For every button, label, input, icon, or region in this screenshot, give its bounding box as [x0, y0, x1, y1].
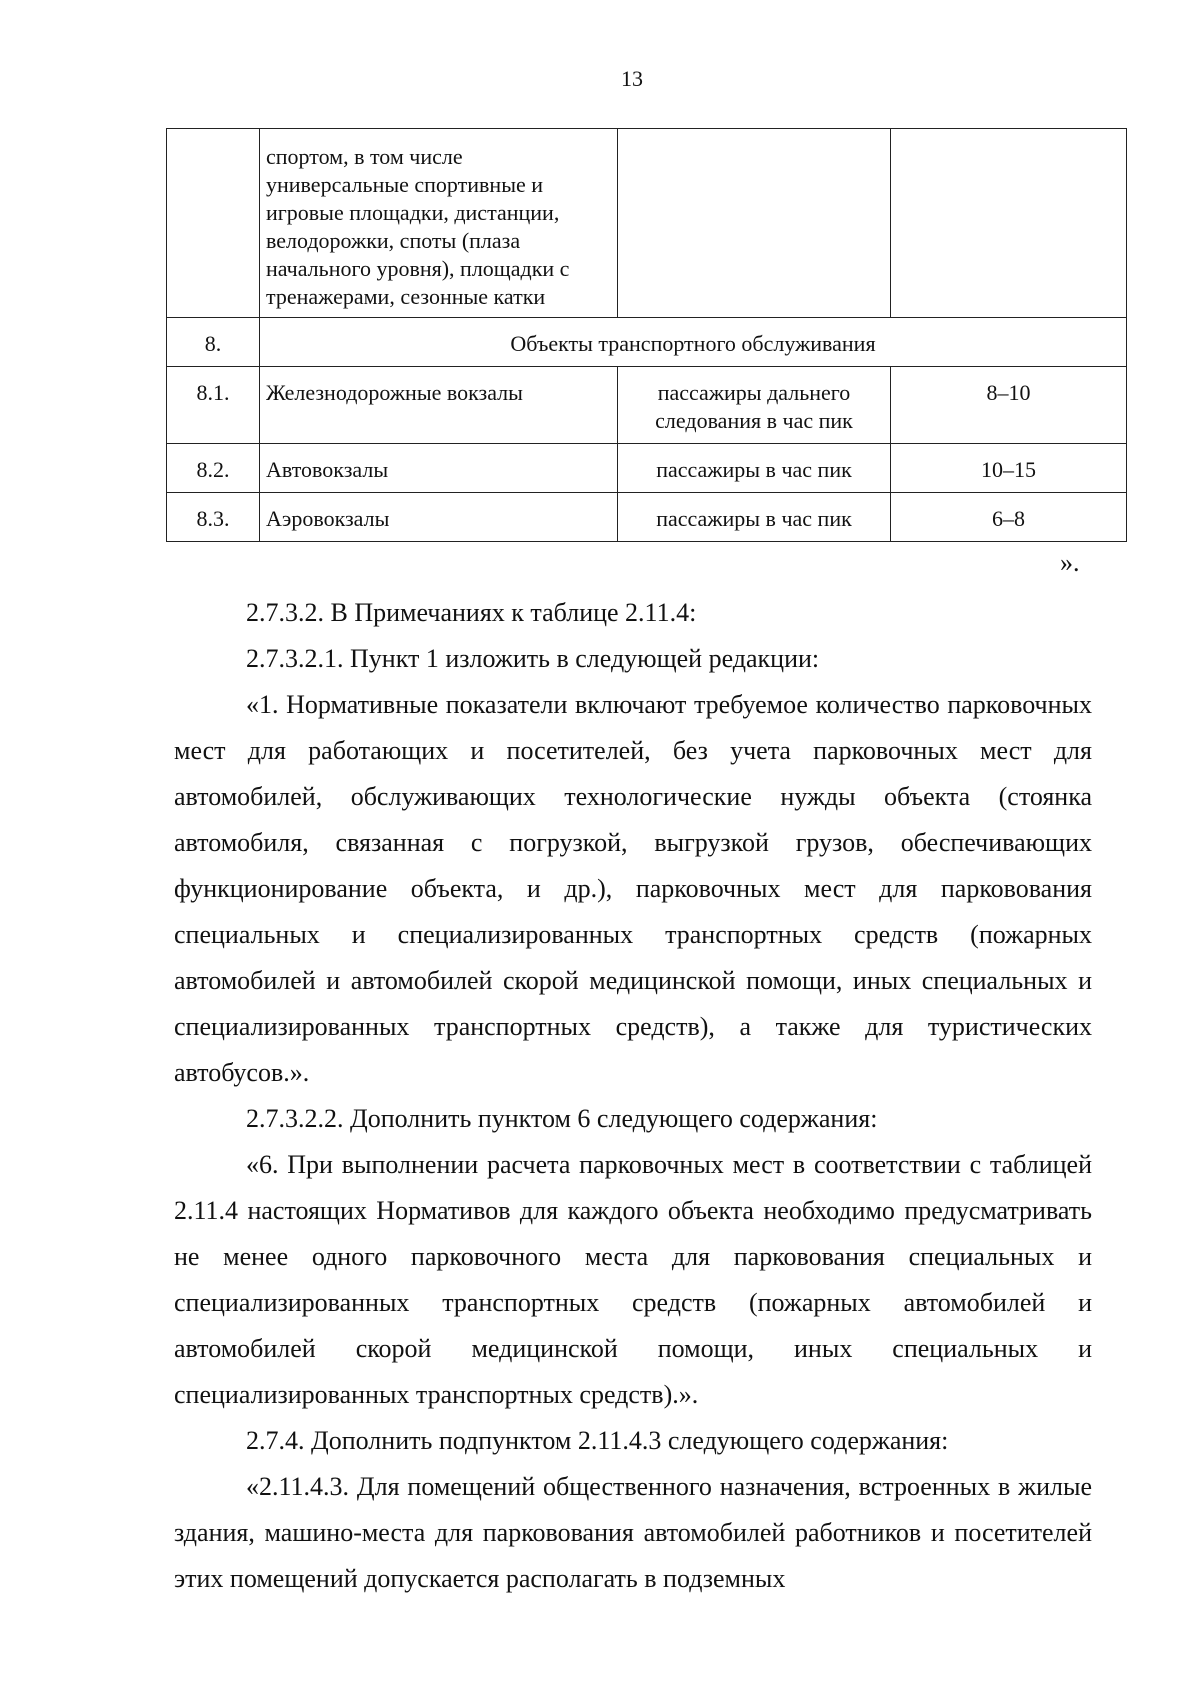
section-number: 8.	[167, 318, 260, 367]
cell-num	[167, 129, 260, 318]
paragraph: «1. Нормативные показатели включают требуемое количество парковочных мест для работающих и посетителей, без учета парковочных мест для автомобилей, обслуживающих технологические нужды объекта (стоянка автомобиля, связанная с погрузкой, выгрузкой грузов, обеспечивающих функционирование объекта, и др.), парковочных мест для парковования специальных и специализированных транспортных средств (пожарных автомобилей и автомобилей скорой медицинской помощи, иных специальных и специализированных транспортных средств), а также для туристических автобусов.».	[174, 690, 1092, 1087]
paragraph: 2.7.3.2.2. Дополнить пунктом 6 следующего содержания:	[246, 1104, 878, 1133]
row-value: 10–15	[891, 444, 1127, 493]
table-row	[167, 444, 1127, 493]
row-number: 8.3.	[167, 493, 260, 542]
page-number: 13	[621, 66, 643, 91]
cell-object-name: спортом, в том числе универсальные спортивные и игровые площадки, дистанции, велодорожки, споты (плаза начального уровня), площадки с тренажерами, сезонные катки	[260, 129, 618, 318]
table-row	[167, 493, 1127, 542]
cell-unit	[618, 129, 891, 318]
table-section-row	[167, 318, 1127, 367]
closing-quote: ».	[1060, 548, 1080, 577]
row-unit: пассажиры в час пик	[618, 493, 891, 542]
row-value: 8–10	[891, 367, 1127, 444]
paragraph: 2.7.4. Дополнить подпунктом 2.11.4.3 следующего содержания:	[246, 1426, 949, 1455]
cell-value	[891, 129, 1127, 318]
row-unit: пассажиры в час пик	[618, 444, 891, 493]
parking-norms-table	[166, 128, 1127, 542]
section-title: Объекты транспортного обслуживания	[260, 318, 1127, 367]
paragraph: «2.11.4.3. Для помещений общественного назначения, встроенных в жилые здания, машино-места для парковования автомобилей работников и посетителей этих помещений допускается располагать в подземных	[174, 1472, 1092, 1593]
document-body	[174, 590, 1092, 1602]
row-number: 8.2.	[167, 444, 260, 493]
row-value: 6–8	[891, 493, 1127, 542]
row-object-name: Железнодорожные вокзалы	[260, 367, 618, 444]
row-object-name: Аэровокзалы	[260, 493, 618, 542]
paragraph: 2.7.3.2. В Примечаниях к таблице 2.11.4:	[246, 598, 697, 627]
row-unit: пассажиры дальнего следования в час пик	[618, 367, 891, 444]
row-object-name: Автовокзалы	[260, 444, 618, 493]
table-row	[167, 367, 1127, 444]
paragraph: 2.7.3.2.1. Пункт 1 изложить в следующей редакции:	[246, 644, 820, 673]
paragraph: «6. При выполнении расчета парковочных мест в соответствии с таблицей 2.11.4 настоящих Нормативов для каждого объекта необходимо предусматривать не менее одного парковочного места для парковования специальных и специализированных транспортных средств (пожарных автомобилей и автомобилей скорой медицинской помощи, иных специальных и специализированных транспортных средств).».	[174, 1150, 1092, 1409]
row-number: 8.1.	[167, 367, 260, 444]
table-row-continued	[167, 129, 1127, 318]
